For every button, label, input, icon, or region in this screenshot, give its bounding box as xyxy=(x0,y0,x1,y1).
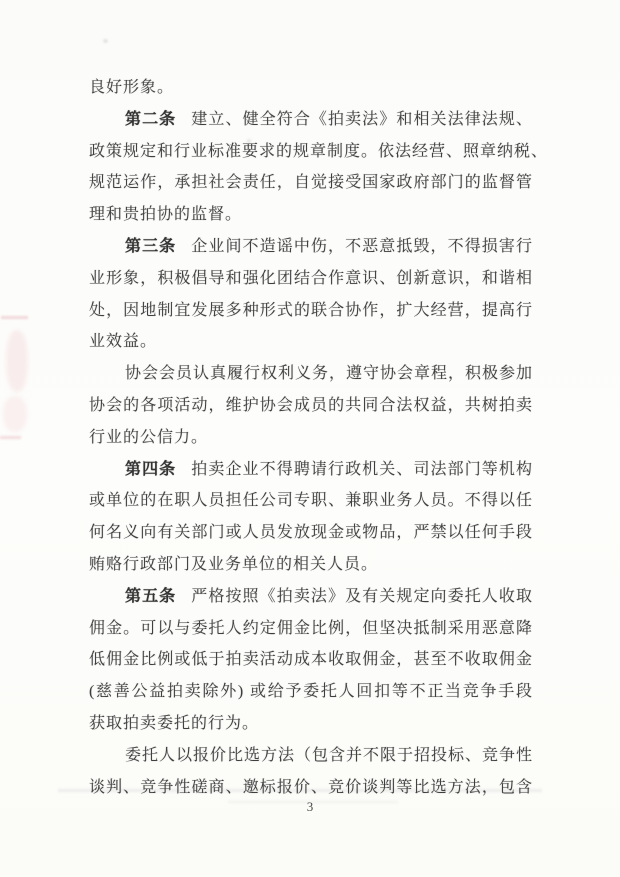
article-number: 第三条 xyxy=(125,237,177,255)
text-line xyxy=(89,295,533,327)
line-text: 佣金。可以与委托人约定佣金比例，但坚决抵制采用恶意降 xyxy=(89,619,533,637)
line-text: 何名义向有关部门或人员发放现金或物品，严禁以任何手段 xyxy=(89,524,533,542)
text-line xyxy=(89,708,533,740)
article-number: 第四条 xyxy=(125,460,177,478)
line-text: 协会的各项活动，维护协会成员的共同合法权益，共树拍卖 xyxy=(89,396,533,414)
line-text: 协会会员认真履行权利义务，遵守协会章程，积极参加 xyxy=(125,365,534,383)
text-line xyxy=(89,263,533,295)
article-number: 第二条 xyxy=(125,110,177,128)
text-line xyxy=(89,517,533,549)
line-text: 良好形象。 xyxy=(89,79,175,96)
text-line xyxy=(89,390,533,422)
text-line xyxy=(89,581,533,613)
text-line xyxy=(89,454,533,486)
line-text: (慈善公益拍卖除外) 或给予委托人回扣等不正当竞争手段 xyxy=(89,683,533,701)
line-text: 严格按照《拍卖法》及有关规定向委托人收取 xyxy=(191,587,533,605)
stamp-smudge xyxy=(3,396,27,432)
text-line xyxy=(89,326,533,358)
line-text: 建立、健全符合《拍卖法》和相关法律法规、 xyxy=(191,110,533,128)
line-text: 政策规定和行业标准要求的规章制度。依法经营、照章纳税、 xyxy=(89,142,549,160)
line-text: 低佣金比例或低于拍卖活动成本收取佣金，甚至不收取佣金 xyxy=(89,651,533,669)
scan-speck xyxy=(103,39,108,43)
text-line xyxy=(89,199,533,231)
line-text: 谈判、竞争性磋商、邀标报价、竞价谈判等比选方法，包含 xyxy=(89,778,533,796)
text-line xyxy=(89,358,533,390)
line-text: 规范运作，承担社会责任，自觉接受国家政府部门的监督管 xyxy=(89,174,533,192)
line-text: 企业间不造谣中伤，不恶意抵毁，不得损害行 xyxy=(191,237,533,255)
text-line xyxy=(89,613,533,645)
stamp-smudge xyxy=(6,330,28,392)
line-text: 委托人以报价比选方法（包含并不限于招投标、竞争性 xyxy=(125,746,534,764)
text-line xyxy=(89,740,533,772)
text-line xyxy=(89,167,533,199)
article-number: 第五条 xyxy=(125,587,177,605)
stamp-smudge xyxy=(1,316,28,319)
text-line xyxy=(89,676,533,708)
text-line xyxy=(89,422,533,454)
line-text: 贿赂行政部门及业务单位的相关人员。 xyxy=(89,555,379,573)
line-text: 业形象，积极倡导和强化团结合作意识、创新意识，和谐相 xyxy=(89,269,533,287)
text-line xyxy=(89,485,533,517)
line-text: 理和贵拍协的监督。 xyxy=(89,206,243,224)
line-text: 业效益。 xyxy=(89,333,158,351)
text-line xyxy=(89,136,549,168)
text-line xyxy=(89,104,533,136)
stamp-smudge xyxy=(0,436,21,439)
line-text: 获取拍卖委托的行为。 xyxy=(89,714,260,732)
line-text: 拍卖企业不得聘请行政机关、司法部门等机构 xyxy=(191,460,533,478)
line-text: 处，因地制宜发展多种形式的联合协作，扩大经营，提高行 xyxy=(89,301,533,319)
line-text: 或单位的在职人员担任公司专职、兼职业务人员。不得以任 xyxy=(89,492,533,510)
text-line xyxy=(89,644,533,676)
text-line xyxy=(89,72,533,104)
page-number: 3 xyxy=(306,799,314,814)
document-text xyxy=(89,72,549,803)
text-line xyxy=(89,549,533,581)
line-text: 行业的公信力。 xyxy=(89,428,209,446)
text-line xyxy=(89,231,533,263)
